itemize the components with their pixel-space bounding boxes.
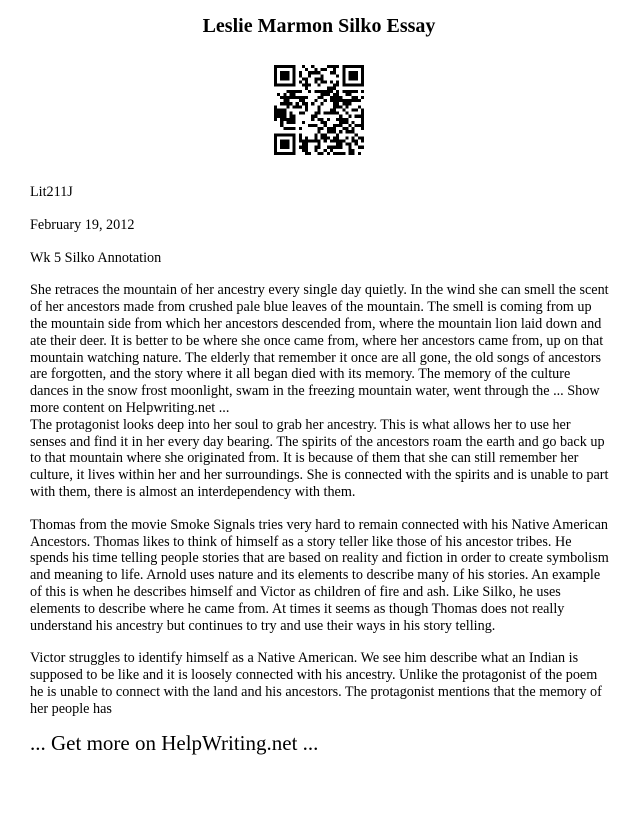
course-code: Lit211J (30, 184, 73, 200)
qr-code-graphic (274, 65, 364, 155)
get-more-link[interactable]: ... Get more on HelpWriting.net ... (30, 731, 319, 755)
paragraph-1: She retraces the mountain of her ancestry every single day quietly. In the wind she can smell the scent of her ancestors made from crushed pale blue leaves of the mountain. The smell is coming from up the mountain side from which her ancestors descended from, where the mountain lion laid down and ate their deer. It is better to be where she once came from, where her ancestors came from, up on that mountain watching nature. The elderly that remember it once are all gone, the old songs of ancestors are forgotten, and the story where it all began died with its memory. The memory of the culture dances in the snow frost moonlight, swam in the freezing mountain water, went through the ... Show more content on Helpwriting.net ... (30, 282, 609, 416)
paragraph-3: Thomas from the movie Smoke Signals tries very hard to remain connected with his Native American Ancestors. Thomas likes to think of himself as a story teller like those of his ancestor tribes. He spends his time telling people stories that are based on reality and fiction in order to create symbolism and meaning to life. Arnold uses nature and its elements to describe many of his stories. An example of this is when he describes himself and Victor as children of fire and ash. Like Silko, he uses elements to describe where he came from. At times it seems as though Thomas does not really understand his ancestry but continues to try and use their ways in his story telling. (30, 516, 609, 634)
paragraph-2: The protagonist looks deep into her soul to grab her ancestry. This is what allows her to use her senses and find it in her every day bearing. The spirits of the ancestors roam the earth and go back up to that mountain where she originated from. It is because of them that she can still remember her culture, it lives within her and her surroundings. She is connected with the spirits and is unable to part with them, there is almost an interdependency with them. (30, 416, 609, 500)
document-body (30, 184, 610, 718)
paragraph-4: Victor struggles to identify himself as a Native American. We see him describe what an Indian is supposed to be like and it is loosely connected with his ancestry. Unlike the protagonist of the poem he is unable to connect with the land and his ancestors. The protagonist mentions that the memory of her people has (30, 650, 602, 717)
assignment-title: Wk 5 Silko Annotation (30, 249, 162, 266)
document-date: February 19, 2012 (30, 216, 135, 233)
qr-code-icon[interactable] (274, 65, 364, 155)
document-title: Leslie Marmon Silko Essay (202, 15, 436, 37)
